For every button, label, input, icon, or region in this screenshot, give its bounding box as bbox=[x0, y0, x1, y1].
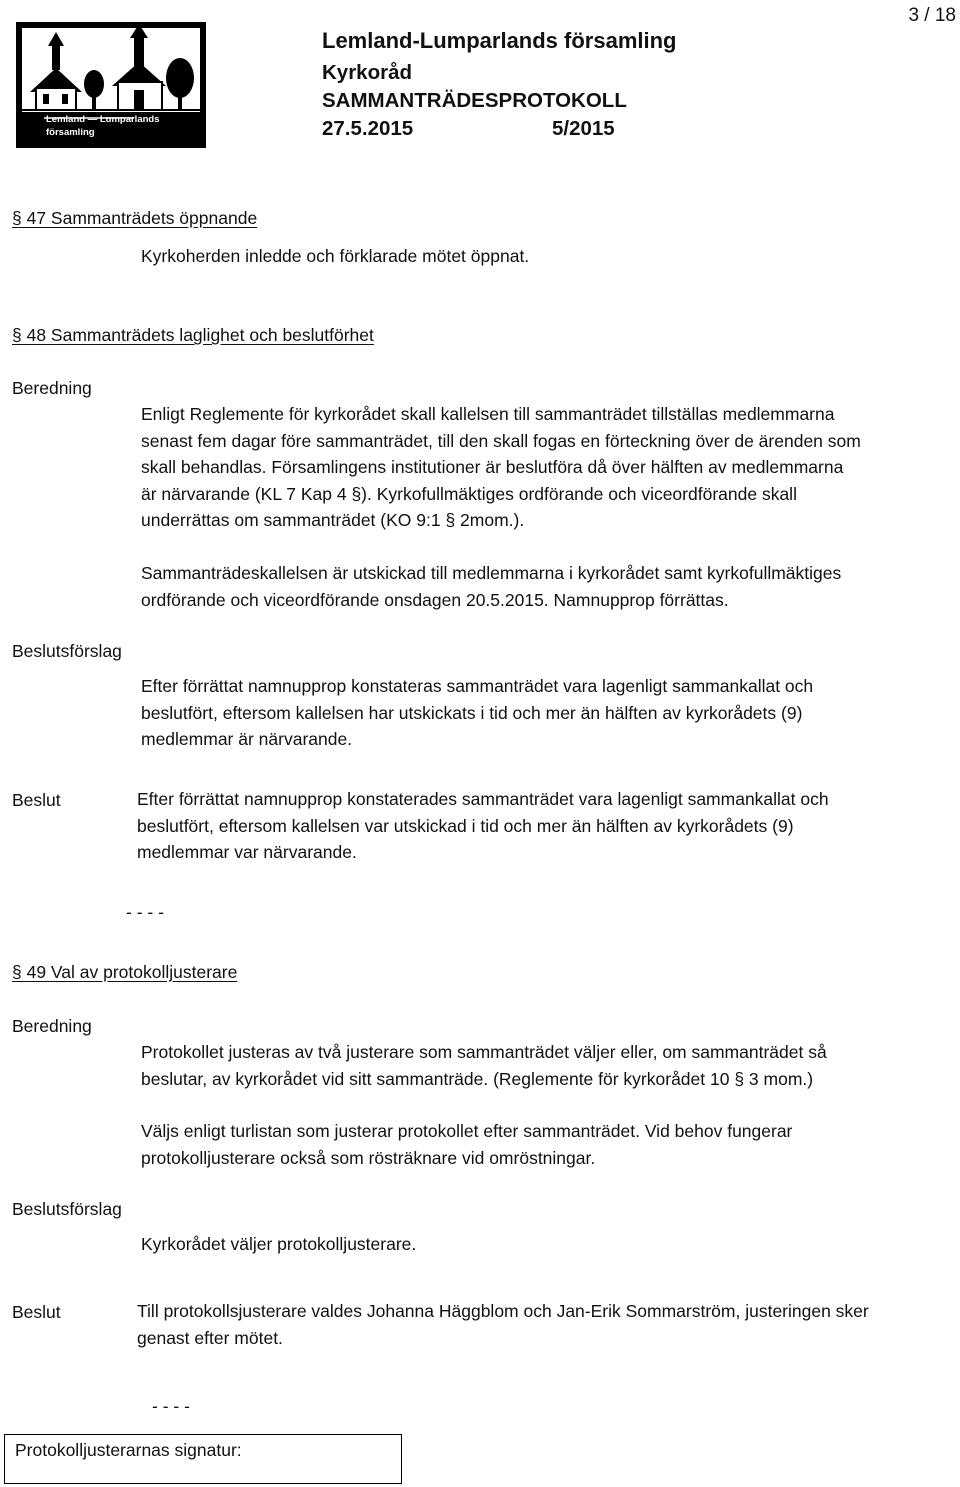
text-line: Enligt Reglemente för kyrkorådet skall kallelsen till sammanträdet tillställas medlemmarna bbox=[141, 404, 835, 424]
text-line: underrättas om sammanträdet (KO 9:1 § 2mom.). bbox=[141, 510, 525, 530]
text-line: medlemmar är närvarande. bbox=[141, 729, 353, 749]
text-line: medlemmar var närvarande. bbox=[137, 842, 357, 862]
text-line: Till protokollsjusterare valdes Johanna Häggblom och Jan-Erik Sommarström, justeringen sker bbox=[137, 1301, 869, 1321]
section-48-beredning-label: Beredning bbox=[12, 378, 92, 398]
header-number: 5/2015 bbox=[552, 117, 615, 140]
church-illustration-icon bbox=[16, 22, 206, 148]
section-49-beredning-2 bbox=[141, 1118, 792, 1171]
header-date: 27.5.2015 bbox=[322, 117, 414, 140]
page-number: 3 / 18 bbox=[908, 5, 956, 26]
text-line: beslutar, av kyrkorådet vid sitt sammanträde. (Reglemente för kyrkorådet 10 § 3 mom.) bbox=[141, 1068, 814, 1089]
section-49-forslag-label: Beslutsförslag bbox=[12, 1199, 122, 1219]
text-line: senast fem dagar före sammanträdet, till den skall fogas en förteckning över de ärenden som bbox=[141, 430, 861, 451]
text-line: Efter förrättat namnupprop konstateras sammanträdet vara lagenligt sammankallat och bbox=[141, 676, 814, 696]
section-49-beslut-label: Beslut bbox=[12, 1302, 61, 1322]
header-doc-type: SAMMANTRÄDESPROTOKOLL bbox=[322, 89, 627, 112]
text-line: är närvarande (KL 7 Kap 4 §). Kyrkofullmäktiges ordförande och viceordförande skall bbox=[141, 483, 797, 504]
text-line: Protokollet justeras av två justerare som sammanträdet väljer eller, om sammanträdet så bbox=[141, 1042, 827, 1062]
signature-box[interactable] bbox=[4, 1434, 402, 1484]
signature-label: Protokolljusterarnas signatur: bbox=[15, 1440, 242, 1460]
section-49-beredning bbox=[141, 1039, 827, 1092]
section-48-beslut bbox=[137, 786, 829, 866]
text-line: skall behandlas. Församlingens institutioner är beslutföra då över hälften av medlemmarna bbox=[141, 457, 844, 477]
text-line: genast efter mötet. bbox=[137, 1327, 283, 1348]
header-org: Lemland-Lumparlands församling bbox=[322, 28, 677, 53]
logo-text-line1: Lemland — Lumparlands bbox=[46, 114, 160, 125]
section-48-beredning bbox=[141, 401, 861, 534]
section-47-heading: § 47 Sammanträdets öppnande bbox=[12, 208, 258, 228]
text-line: Sammanträdeskallelsen är utskickad till medlemmarna i kyrkorådet samt kyrkofullmäktiges bbox=[141, 563, 842, 583]
text-line: beslutfört, eftersom kallelsen har utskickats i tid och mer än hälften av kyrkorådets (9) bbox=[141, 702, 803, 723]
section-48-beslut-label: Beslut bbox=[12, 790, 61, 810]
section-48-beredning-2 bbox=[141, 560, 841, 613]
text-line: Efter förrättat namnupprop konstaterades sammanträdet vara lagenligt sammankallat och bbox=[137, 789, 829, 809]
logo-text-line2: församling bbox=[46, 127, 95, 138]
section-49-heading: § 49 Val av protokolljusterare bbox=[12, 962, 238, 982]
section-48-forslag-label: Beslutsförslag bbox=[12, 641, 122, 661]
text-line: ordförande och viceordförande onsdagen 20.5.2015. Namnupprop förrättas. bbox=[141, 589, 729, 610]
section-48-separator: - - - - bbox=[126, 902, 164, 922]
section-49-beredning-label: Beredning bbox=[12, 1016, 92, 1036]
section-49-beslut bbox=[137, 1298, 869, 1351]
section-48-heading: § 48 Sammanträdets laglighet och beslutförhet bbox=[12, 325, 374, 345]
text-line: protokolljusterare också som rösträknare vid omröstningar. bbox=[141, 1147, 596, 1168]
text-line: beslutfört, eftersom kallelsen var utskickad i tid och mer än hälften av kyrkorådets (9) bbox=[137, 815, 794, 836]
section-48-forslag bbox=[141, 673, 813, 753]
text-line: Väljs enligt turlistan som justerar protokollet efter sammanträdet. Vid behov fungerar bbox=[141, 1121, 793, 1141]
section-49-separator: - - - - bbox=[152, 1396, 190, 1416]
parish-logo bbox=[16, 22, 206, 148]
header-body: Kyrkoråd bbox=[322, 61, 413, 84]
section-49-forslag: Kyrkorådet väljer protokolljusterare. bbox=[141, 1234, 417, 1254]
section-47-text: Kyrkoherden inledde och förklarade mötet öppnat. bbox=[141, 246, 530, 266]
